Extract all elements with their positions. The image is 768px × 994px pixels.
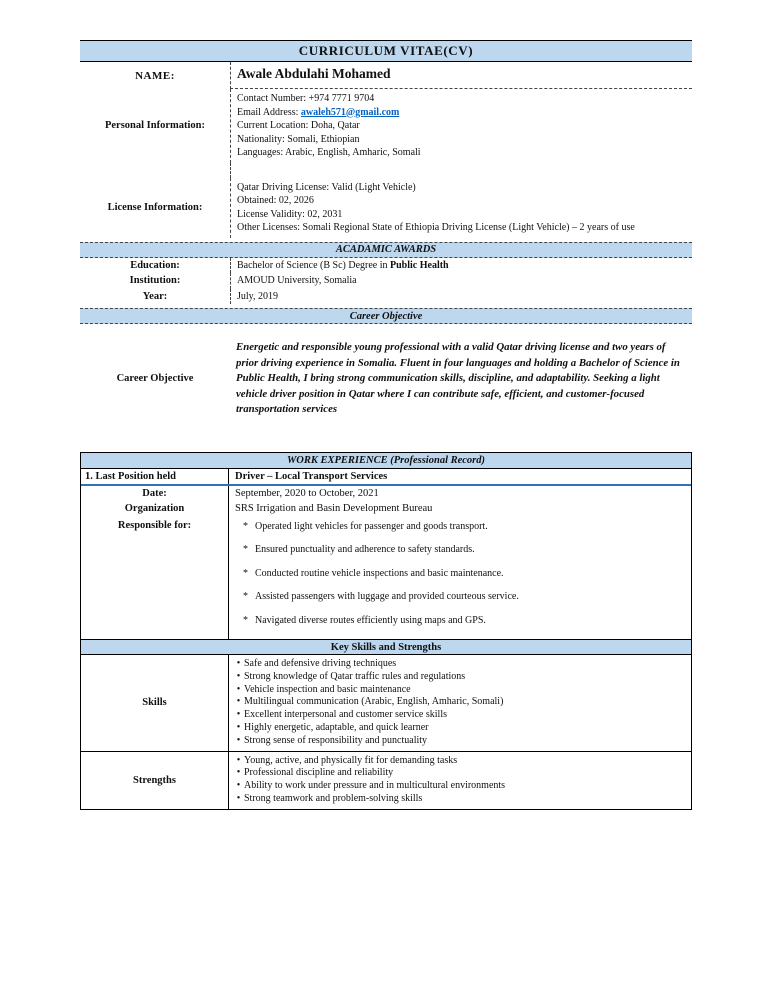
career-objective-header: Career Objective bbox=[80, 308, 692, 324]
bullet-marker: • bbox=[236, 767, 241, 779]
contact-number-line: Contact Number: +974 7771 9704 bbox=[237, 93, 375, 104]
list-item-text: Navigated diverse routes efficiently using maps and GPS. bbox=[255, 614, 486, 626]
list-item bbox=[233, 658, 685, 671]
list-item bbox=[233, 755, 685, 768]
institution-label: Institution: bbox=[129, 275, 181, 287]
languages-line: Languages: Arabic, English, Amharic, Somali bbox=[237, 147, 421, 158]
institution-value: AMOUD University, Somalia bbox=[230, 273, 692, 289]
bullet-marker: * bbox=[243, 544, 248, 555]
email-label: Email Address: bbox=[237, 106, 301, 118]
list-item bbox=[237, 221, 688, 235]
list-item bbox=[233, 684, 685, 697]
education-label: Education: bbox=[130, 259, 180, 271]
list-item bbox=[233, 696, 685, 709]
list-item-text: Assisted passengers with luggage and provided courteous service. bbox=[255, 591, 519, 602]
responsible-for-label: Responsible for: bbox=[81, 516, 229, 640]
education-major-text: Public Health bbox=[390, 259, 449, 271]
career-objective-text: Energetic and responsible young professional with a valid Qatar driving license and two years of prior driving experience in Somalia. Fluent in four languages and holding a Bachelor of Science in Public Health, I bring strong communication skills, discipline, and adaptability. Seeking a light vehicle driver position in Qatar where I can contribute safe, efficient, and customer-focused transportation services bbox=[236, 341, 680, 415]
position-row bbox=[81, 469, 691, 486]
bullet-marker: * bbox=[243, 520, 248, 532]
list-item bbox=[233, 793, 685, 806]
list-item bbox=[243, 567, 685, 580]
cv-document bbox=[80, 40, 692, 810]
strengths-list bbox=[229, 752, 691, 809]
bullet-marker: • bbox=[236, 734, 241, 746]
list-item bbox=[243, 590, 685, 603]
education-degree-text: Bachelor of Science (B Sc) Degree in bbox=[237, 259, 390, 271]
nationality-line: Nationality: Somali, Ethiopian bbox=[237, 133, 360, 145]
institution-row bbox=[80, 273, 692, 289]
bullet-marker: • bbox=[236, 792, 241, 804]
work-experience-table bbox=[80, 452, 692, 810]
list-item bbox=[237, 194, 688, 208]
license-info-row bbox=[80, 178, 692, 238]
list-item-text: Multilingual communication (Arabic, English, Amharic, Somali) bbox=[244, 696, 504, 708]
list-item-text: Ability to work under pressure and in multicultural environments bbox=[244, 780, 506, 792]
bullet-marker: • bbox=[236, 721, 241, 733]
skills-label: Skills bbox=[81, 655, 229, 751]
organization-row bbox=[81, 501, 691, 516]
career-objective-row bbox=[80, 336, 692, 422]
gap-value-space bbox=[230, 163, 692, 178]
current-location-line: Current Location: Doha, Qatar bbox=[237, 120, 360, 131]
personal-info-label: Personal Information: bbox=[104, 120, 206, 132]
bullet-marker: • bbox=[236, 780, 241, 792]
list-item bbox=[243, 520, 685, 533]
email-line bbox=[237, 106, 688, 120]
skills-list bbox=[229, 655, 691, 751]
personal-info-row bbox=[80, 89, 692, 163]
list-item bbox=[243, 543, 685, 556]
list-item-text: Strong knowledge of Qatar traffic rules and regulations bbox=[244, 670, 466, 682]
list-item-text: Qatar Driving License: Valid (Light Vehicle) bbox=[237, 181, 416, 193]
list-item bbox=[233, 671, 685, 684]
date-label: Date: bbox=[81, 486, 229, 501]
skills-row bbox=[81, 655, 691, 751]
email-link[interactable]: awaleh571@gmail.com bbox=[300, 106, 400, 118]
year-label: Year: bbox=[142, 290, 168, 302]
gap-label-space bbox=[80, 163, 230, 178]
bullet-marker: * bbox=[243, 614, 248, 626]
license-info-label: License Information: bbox=[107, 202, 203, 213]
position-label: 1. Last Position held bbox=[81, 469, 229, 484]
list-item-text: License Validity: 02, 2031 bbox=[237, 208, 343, 220]
date-value: September, 2020 to October, 2021 bbox=[235, 487, 379, 499]
list-item-text: Ensured punctuality and adherence to safety standards. bbox=[255, 544, 475, 555]
list-item bbox=[237, 208, 688, 222]
education-value bbox=[230, 258, 692, 274]
list-item bbox=[237, 181, 688, 195]
list-item-text: Safe and defensive driving techniques bbox=[244, 658, 397, 669]
list-item-text: Professional discipline and reliability bbox=[244, 767, 394, 779]
list-item-text: Other Licenses: Somali Regional State of Ethiopia Driving License (Light Vehicle) – 2 years of use bbox=[237, 222, 635, 233]
bullet-marker: * bbox=[243, 591, 248, 602]
list-item bbox=[233, 722, 685, 735]
list-item-text: Vehicle inspection and basic maintenance bbox=[244, 683, 411, 695]
name-value: Awale Abdulahi Mohamed bbox=[230, 62, 692, 89]
list-item-text: Operated light vehicles for passenger and goods transport. bbox=[255, 520, 488, 532]
responsibilities-row bbox=[81, 516, 691, 640]
name-row bbox=[80, 62, 692, 89]
list-item-text: Highly energetic, adaptable, and quick learner bbox=[244, 721, 429, 733]
document-title: CURRICULUM VITAE(CV) bbox=[80, 40, 692, 62]
list-item-text: Strong teamwork and problem-solving skills bbox=[244, 792, 423, 804]
organization-value: SRS Irrigation and Basin Development Bureau bbox=[235, 502, 433, 514]
bullet-marker: • bbox=[236, 696, 241, 708]
list-item bbox=[233, 767, 685, 780]
list-item bbox=[233, 780, 685, 793]
key-skills-header: Key Skills and Strengths bbox=[81, 639, 691, 655]
list-item-text: Young, active, and physically fit for demanding tasks bbox=[244, 754, 458, 766]
list-item-text: Conducted routine vehicle inspections and basic maintenance. bbox=[255, 567, 504, 579]
organization-label: Organization bbox=[81, 501, 229, 516]
strengths-row bbox=[81, 751, 691, 809]
list-item bbox=[233, 709, 685, 722]
work-experience-header: WORK EXPERIENCE (Professional Record) bbox=[81, 453, 691, 469]
year-row bbox=[80, 289, 692, 305]
date-row bbox=[81, 486, 691, 501]
academic-awards-header: ACADAMIC AWARDS bbox=[80, 242, 692, 258]
list-item-text: Obtained: 02, 2026 bbox=[237, 195, 314, 206]
section-gap bbox=[80, 163, 692, 178]
list-item bbox=[233, 735, 685, 748]
strengths-label: Strengths bbox=[81, 752, 229, 809]
education-row bbox=[80, 258, 692, 274]
bullet-marker: • bbox=[236, 658, 241, 669]
bullet-marker: * bbox=[243, 567, 248, 579]
bullet-marker: • bbox=[236, 683, 241, 695]
name-label: NAME: bbox=[135, 69, 175, 82]
list-item-text: Strong sense of responsibility and punctuality bbox=[244, 734, 428, 746]
list-item bbox=[243, 614, 685, 627]
list-item-text: Excellent interpersonal and customer service skills bbox=[244, 709, 447, 721]
year-value: July, 2019 bbox=[230, 289, 692, 305]
bullet-marker: • bbox=[236, 670, 241, 682]
bullet-marker: • bbox=[236, 754, 241, 766]
career-objective-label: Career Objective bbox=[116, 373, 194, 385]
personal-info-values bbox=[230, 89, 692, 163]
bullet-marker: • bbox=[236, 709, 241, 721]
position-value: Driver – Local Transport Services bbox=[235, 470, 388, 482]
responsibilities-list bbox=[229, 516, 691, 640]
license-info-values bbox=[230, 178, 692, 238]
